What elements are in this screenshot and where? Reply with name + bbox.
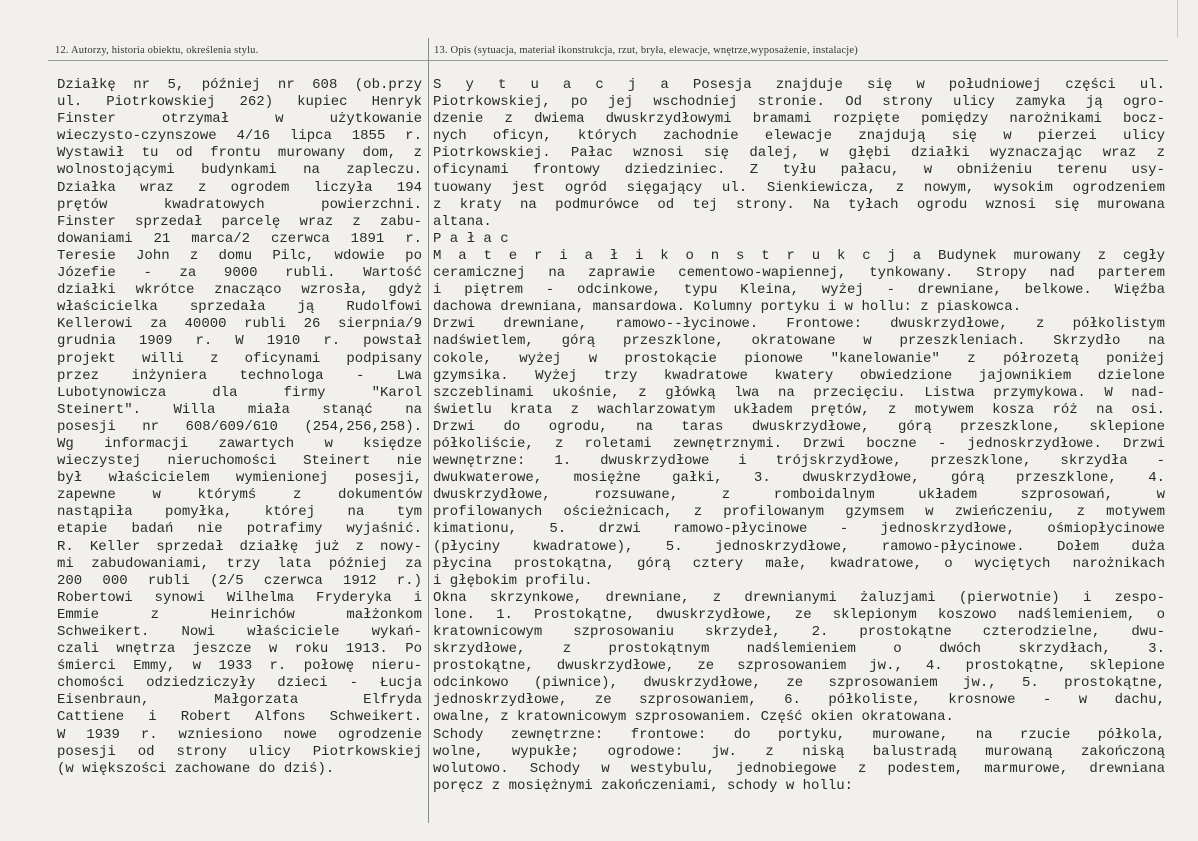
text-line: Piotrkowskiej. Pałac wznosi się dalej, w głębi działki wyznaczając wraz z	[433, 145, 1165, 162]
text-line: dwuskrzydłowe, rozsuwane, z romboidalnym układem szprosowań, w	[433, 487, 1165, 504]
text-line: nastąpiła pomyłka, której na tym	[57, 504, 422, 521]
text-line: posesji od strony ulicy Piotrkowskiej	[57, 743, 422, 760]
text-line: Wg informacji zawartych w księdze	[57, 435, 422, 452]
text-line: owalne, z kratownicowym szprosowaniem. Część okien okratowana.	[433, 709, 954, 726]
text-line: ceramicznej na zaprawie cementowo-wapiennej, tynkowany. Stropy nad parterem	[433, 265, 1165, 282]
text-line: Schody zewnętrzne: frontowe: do portyku, murowane, na rzucie półkola,	[433, 726, 1165, 743]
text-line: świetlu krata z wachlarzowatym układem prętów, z motywem kosza róż na osi.	[433, 401, 1165, 418]
text-line: dwukwaterowe, mosiężne gałki, 3. dwuskrzydłowe, górą przeszklone, 4.	[433, 470, 1165, 487]
text-line: szczeblinami ukośnie, z główką lwa na przecięciu. Listwa przymykowa. W nad-	[433, 384, 1165, 401]
text-line: wolnostojącymi budynkami na zapleczu.	[57, 162, 422, 179]
text-line: właścicielka sprzedała ją Rudolfowi	[57, 299, 422, 316]
text-line: altana.	[433, 213, 492, 230]
text-line: Teresie John z domu Pilc, wdowie po	[57, 247, 422, 264]
header-divider	[48, 60, 1168, 61]
text-line: wieczystej nieruchomości Steinert nie	[57, 453, 422, 470]
text-line: P a ł a c	[433, 230, 509, 247]
text-line: chomości odziedziczyły dzieci - Łucja	[57, 675, 422, 692]
text-line: Finster sprzedał parcelę wraz z zabu-	[57, 213, 422, 230]
text-line: dowaniami 21 marca/2 czerwca 1891 r.	[57, 230, 422, 247]
text-line: lone. 1. Prostokątne, dwuskrzydłowe, ze sklepionym koszowo nadślemieniem, o	[433, 606, 1165, 623]
text-line: mi zabudowaniami, trzy lata później za	[57, 555, 422, 572]
text-line: Finster otrzymał w użytkowanie	[57, 111, 422, 128]
text-line: M a t e r i a ł i k o n s t r u k c j a Budynek murowany z cegły	[433, 247, 1165, 264]
text-line: posesji nr 608/609/610 (254,256,258).	[57, 418, 422, 435]
text-line: nadświetlem, górą przeszklone, okratowane w przeszkleniach. Skrzydło na	[433, 333, 1165, 350]
text-line: (płyciny kwadratowe), 5. jednoskrzydłowe, ramowo-płycinowe. Dołem duża	[433, 538, 1165, 555]
scan-edge-mark	[1177, 0, 1186, 38]
text-line: kimationu, 5. drzwi ramowo-płycinowe - jednoskrzydłowe, ośmiopłycinowe	[433, 521, 1165, 538]
section-12-header: 12. Autorzy, historia obiektu, określenia stylu.	[55, 45, 259, 56]
text-line: dachowa drewniana, mansardowa. Kolumny portyku i w hollu: z piaskowca.	[433, 299, 1022, 316]
text-line: tuowany jest ogród sięgający ul. Sienkiewicza, z nowym, wysokim ogrodzeniem	[433, 179, 1165, 196]
text-line: Działkę nr 5, później nr 608 (ob.przy	[57, 77, 422, 93]
text-line: wolne, wypukłe; ogrodowe: jw. z niską balustradą murowaną zakończoną	[433, 743, 1165, 760]
text-line: półkoliście, z roletami zewnętrznymi. Drzwi boczne - jednoskrzydłowe. Drzwi	[433, 435, 1165, 452]
text-line: R. Keller sprzedał działkę już z nowy-	[57, 538, 422, 555]
text-line: gzymsika. Wyżej trzy kwadratowe kwatery obwiedzione jajownikiem dzielone	[433, 367, 1165, 384]
text-line: Piotrkowskiej, po jej wschodniej stronie. Od strony ulicy zamyka ją ogro-	[433, 94, 1165, 111]
text-line: Robertowi synowi Wilhelma Fryderyka i	[57, 589, 422, 606]
text-line: Schweikert. Nowi właściciele wykań-	[57, 624, 422, 640]
text-line: śmierci Emmy, w 1933 r. połowę nieru-	[57, 658, 422, 675]
text-line: W 1939 r. wzniesiono nowe ogrodzenie	[57, 726, 422, 743]
text-line: Kellerowi za 40000 rubli 26 sierpnia/9	[57, 316, 422, 333]
text-line: etapie badań nie potrafimy wyjaśnić.	[57, 521, 422, 538]
text-line: Józefie - za 9000 rubli. Wartość	[57, 265, 422, 282]
text-line: prostokątne, dwuskrzydłowe, ze szprosowaniem jw., 4. prostokątne, sklepione	[433, 658, 1165, 675]
text-line: Wystawił tu od frontu murowany dom, z	[57, 145, 422, 162]
text-line: (w większości zachowane do dziś).	[57, 760, 335, 777]
text-line: odcinkowo (piwnice), dwuskrzydłowe, ze szprosowaniem jw., 5. prostokątne,	[433, 675, 1165, 692]
text-line: z kraty na podmurówce od tej strony. Na tyłach ogrodu wznosi się murowana	[433, 196, 1165, 213]
text-line: grudnia 1909 r. W 1910 r. powstał	[57, 333, 422, 350]
text-line: dzenie z dwiema dwuskrzydłowymi bramami rozpięte pomiędzy narożnikami bocz-	[433, 111, 1165, 128]
text-line: 200 000 rubli (2/5 czerwca 1912 r.)	[57, 572, 422, 589]
text-line: wieczysto-czynszowe 4/16 lipca 1855 r.	[57, 128, 422, 145]
text-line: wewnętrzne: 1. dwuskrzydłowe i trójskrzydłowe, przeszklone, skrzydła -	[433, 453, 1165, 470]
text-line: jednoskrzydłowe, ze szprosowaniem, 6. półkoliste, krosnowe - w dachu,	[433, 692, 1165, 709]
text-line: i piętrem - odcinkowe, typu Kleina, wyżej - drewniane, belkowe. Więźba	[433, 282, 1165, 299]
text-line: przez inżyniera technologa - Lwa	[57, 367, 422, 384]
text-line: kratownicowym szprosowaniu skrzydeł, 2. prostokątne czterodzielne, dwu-	[433, 624, 1165, 640]
text-line: płycina prostokątna, górą cztery małe, kwadratowe, o wyciętych narożnikach	[433, 555, 1165, 572]
text-line: czali wnętrza jeszcze w roku 1913. Po	[57, 641, 422, 658]
section-13-header: 13. Opis (sytuacja, materiał ikonstrukcja, rzut, bryła, elewacje, wnętrze,wyposażenie, instalacje)	[434, 45, 858, 56]
text-line: S y t u a c j a Posesja znajduje się w południowej części ul.	[433, 77, 1165, 93]
column-divider	[428, 38, 429, 823]
text-line: prętów kwadratowych powierzchni.	[57, 196, 422, 213]
text-line: Steinert". Willa miała stanąć na	[57, 401, 422, 418]
text-line: był właścicielem wymienionej posesji,	[57, 470, 422, 487]
text-line: profilowanych ościeżnicach, z profilowanym gzymsem w zwieńczeniu, z motywem	[433, 504, 1165, 521]
text-line: wolutowo. Schody w westybulu, jednobiegowe z podestem, marmurowe, drewniana	[433, 760, 1165, 777]
text-line: nych oficyn, których zachodnie elewacje znajdują się w pierzei ulicy	[433, 128, 1165, 145]
text-line: Okna skrzynkowe, drewniane, z drewnianymi żaluzjami (pierwotnie) i zespo-	[433, 589, 1165, 606]
text-line: Działka wraz z ogrodem liczyła 194	[57, 179, 422, 196]
history-column	[57, 77, 422, 778]
text-line: zapewne w którymś z dokumentów	[57, 487, 422, 504]
text-line: Drzwi do ogrodu, na taras dwuskrzydłowe, górą przeszklone, sklepione	[433, 418, 1165, 435]
description-column	[433, 77, 1165, 795]
text-line: i głębokim profilu.	[433, 572, 593, 589]
text-line: działki wkrótce znacząco wzrosła, gdyż	[57, 282, 422, 299]
text-line: Emmie z Heinrichów małżonkom	[57, 606, 422, 623]
text-line: Eisenbraun, Małgorzata Elfryda	[57, 692, 422, 709]
text-line: oficynami frontowy dziedziniec. Z tyłu pałacu, w obniżeniu terenu usy-	[433, 162, 1165, 179]
text-line: skrzydłowe, z prostokątnym nadślemieniem o dwóch skrzydłach, 3.	[433, 641, 1165, 658]
text-line: projekt willi z oficynami podpisany	[57, 350, 422, 367]
text-line: poręcz z mosiężnymi zakończeniami, schody w hollu:	[433, 777, 854, 794]
text-line: Cattiene i Robert Alfons Schweikert.	[57, 709, 422, 726]
text-line: ul. Piotrkowskiej 262) kupiec Henryk	[57, 94, 422, 111]
text-line: cokole, wyżej w prostokącie pionowe "kanelowanie" z półrozetą poniżej	[433, 350, 1165, 367]
text-line: Drzwi drewniane, ramowo--łycinowe. Frontowe: dwuskrzydłowe, z półkolistym	[433, 316, 1165, 333]
text-line: Lubotynowicza dla firmy "Karol	[57, 384, 422, 401]
